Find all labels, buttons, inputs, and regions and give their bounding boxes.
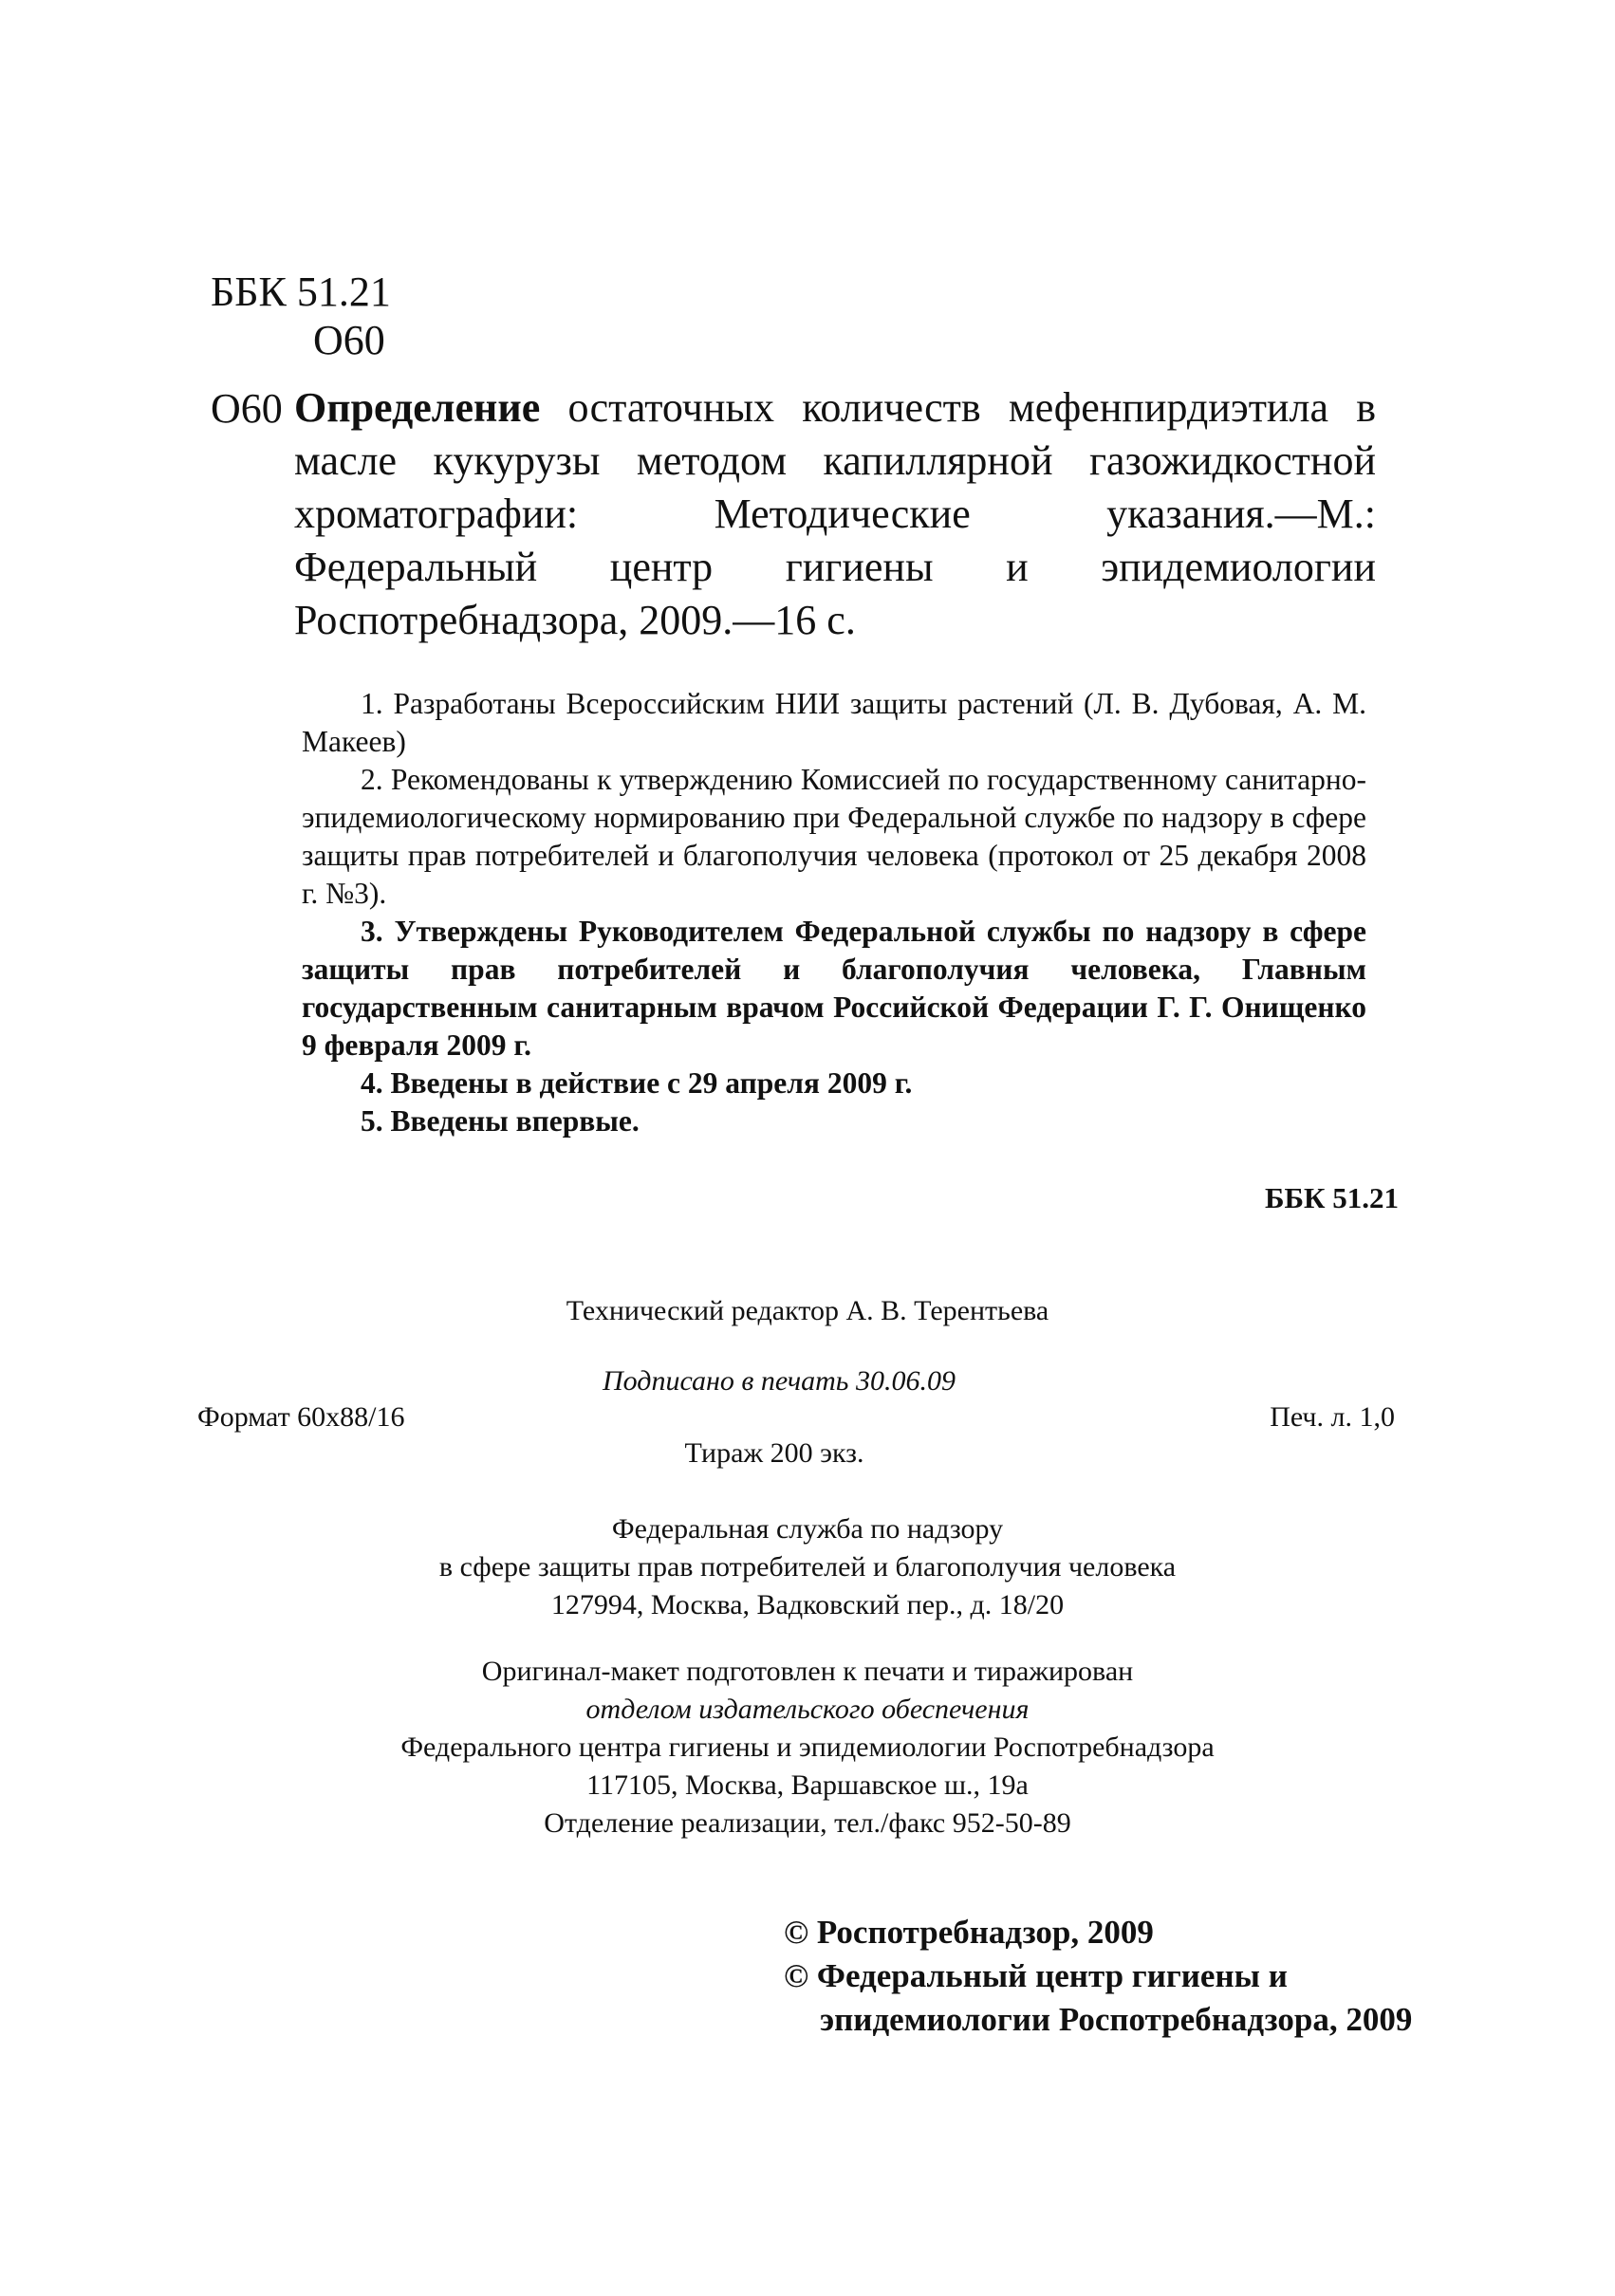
- signed-for-print: Подписано в печать 30.06.09: [603, 1365, 956, 1397]
- copyright-line: © Роспотребнадзор, 2009: [784, 1914, 1154, 1951]
- credits-list: [302, 685, 1366, 1140]
- credit-item-approved: 3. Утверждены Руководителем Федеральной службы по надзору в сфере защиты прав потребителей и благополучия человека, Главным государственным санитарным врачом Российской Федерации Г. Г. Онищенко 9 февраля 2009 г.: [302, 915, 1366, 1062]
- publisher-line: Федеральная служба по надзору: [611, 1513, 1004, 1545]
- printer-line: Оригинал-макет подготовлен к печати и тиражирован: [481, 1656, 1134, 1687]
- biblio-author-mark: О60: [211, 385, 283, 432]
- bibliographic-description: [294, 381, 1376, 647]
- publisher-block: [0, 1510, 1615, 1624]
- author-mark: О60: [313, 317, 385, 363]
- publisher-address: 127994, Москва, Вадковский пер., д. 18/20: [550, 1589, 1065, 1620]
- printed-sheets: Печ. л. 1,0: [1270, 1401, 1395, 1433]
- credit-item-developed: 1. Разработаны Всероссийским НИИ защиты растений (Л. В. Дубовая, А. М. Макеев): [302, 687, 1366, 758]
- copyright-line: эпидемиологии Роспотребнадзора, 2009: [820, 2001, 1413, 2038]
- bbk-footer-code: ББК 51.21: [1265, 1181, 1399, 1214]
- copyright-line: © Федеральный центр гигиены и: [784, 1957, 1288, 1994]
- credit-item-first-time: 5. Введены впервые.: [361, 1104, 640, 1138]
- biblio-text: остаточных количеств мефенпирдиэтила в масле кукурузы методом капиллярной газожидкостной хроматографии: Методические указания.—М.: Федеральный центр гигиены и эпидемиологии Роспотребнадзора, 2009.—16 с.: [294, 384, 1376, 643]
- credit-item-effective: 4. Введены в действие с 29 апреля 2009 г.: [361, 1066, 913, 1100]
- print-run: Тираж 200 экз.: [684, 1437, 864, 1469]
- paper-format: Формат 60x88/16: [197, 1401, 405, 1433]
- technical-editor: Технический редактор А. В. Терентьева: [566, 1295, 1049, 1326]
- copyright-block: [784, 1911, 1412, 2042]
- printer-block: [0, 1653, 1615, 1842]
- printer-sales-contact: Отделение реализации, тел./факс 952-50-89: [544, 1807, 1071, 1839]
- printer-department: отделом издательского обеспечения: [585, 1694, 1030, 1725]
- printer-address: 117105, Москва, Варшавское ш., 19а: [586, 1769, 1029, 1801]
- bbk-code: ББК 51.21: [211, 268, 391, 315]
- biblio-title-lead: Определение: [294, 384, 541, 431]
- printer-line: Федерального центра гигиены и эпидемиологии Роспотребнадзора: [400, 1731, 1215, 1763]
- publisher-line: в сфере защиты прав потребителей и благополучия человека: [438, 1551, 1177, 1583]
- credit-item-recommended: 2. Рекомендованы к утверждению Комиссией по государственному санитарно-эпидемиологическому нормированию при Федеральной службе по надзору в сфере защиты прав потребителей и благополучия человека (протокол от 25 декабря 2008 г. №3).: [302, 763, 1366, 910]
